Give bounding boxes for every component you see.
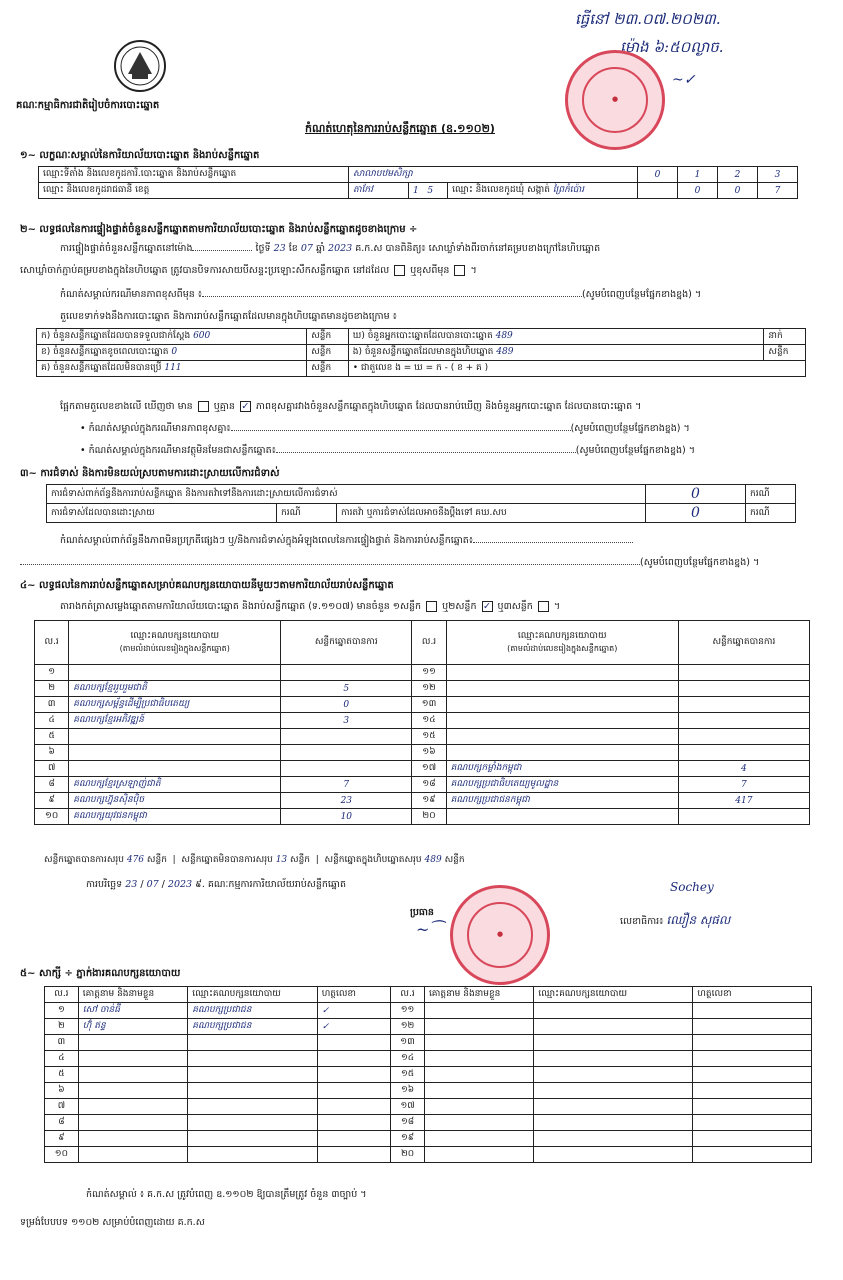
table-row: ៧ ១៧ គណបក្សកម្លាំងកម្ពុជា 4 — [35, 761, 810, 777]
section2-line5: ផ្អែកតាមតួលេខខាងលើ ឃើញថា មាន ឬគ្មាន ✓ ភាពខុសគ្នារវាងចំនួនសន្លឹកឆ្នោតក្នុងហិបឆ្នោត ដែលបានរាប់ឃើញ និងចំនួនអ្នកបោះឆ្នោត ដែលបានបោះឆ្នោត ។ — [60, 401, 642, 412]
objection-row2-label-a: ការជំទាស់ដែលបានដោះស្រាយ — [47, 504, 277, 523]
corner-note-line2: ម៉ោង ៦:៥០ល្ងាច. — [620, 38, 724, 56]
row2-code2-1: 0 — [718, 183, 758, 199]
witness-header-sign-left: ហត្ថលេខា — [317, 987, 390, 1003]
section4-title: ៤~ លទ្ធផលនៃការរាប់សន្លឹកឆ្នោតសម្រាប់គណបក្សនយោបាយនីមួយៗតាមការិយាល័យរាប់សន្លឹកឆ្នោត — [20, 580, 394, 591]
totals-line: សន្លឹកឆ្នោតបានការសរុប 476 សន្លឹក | សន្លឹកឆ្នោតមិនបានការសរុប 13 សន្លឹក | សន្លឹកឆ្នោតក្នុងហិបឆ្នោតសរុប 489 សន្លឹក — [44, 855, 465, 865]
official-stamp-top: ● — [565, 50, 665, 150]
results-header-no-left: ល.រ — [35, 621, 69, 665]
row1-code-0: 0 — [638, 167, 678, 183]
section3-hint-line: (សូមបំពេញបន្ថែមផ្នែកខាងខ្នង) ។ — [20, 556, 830, 570]
results-header-party-left: ឈ្មោះគណបក្សនយោបាយ (តាមលំដាប់លេខរៀងក្នុងសន្លឹកឆ្នោត) — [69, 621, 281, 665]
section2-counts-table — [36, 328, 806, 377]
section1-title: ១~ លក្ខណៈសម្គាល់នៃការិយាល័យបោះឆ្នោត និងរាប់សន្លឹកឆ្នោត — [20, 150, 260, 161]
section1-table — [38, 166, 798, 199]
witness-header-party-left: ឈ្មោះគណបក្សនយោបាយ — [188, 987, 317, 1003]
table-row: ៣ ១៣ — [45, 1035, 812, 1051]
row1-code-1: 1 — [678, 167, 718, 183]
corner-signature: ~✓ — [672, 72, 696, 88]
row2-code2-2: 7 — [758, 183, 798, 199]
objection-row1-unit: ករណី — [746, 485, 796, 504]
objection-row2-unit-b: ករណី — [746, 504, 796, 523]
table-row: ៥ ១៥ — [35, 729, 810, 745]
witness-header-name-right: គោត្តនាម និងនាមខ្លួន — [424, 987, 533, 1003]
table-row: ៥ ១៥ — [45, 1067, 812, 1083]
section5-note: កំណត់សម្គាល់ ៖ គ.ក.ស ត្រូវបំពេញ ឧ.១១០២ ឱ្យបានត្រឹមត្រូវ ចំនួន ៣ច្បាប់ ។ — [86, 1189, 367, 1200]
section3-note: កំណត់សម្គាល់ពាក់ព័ន្ធនឹងភាពមិនប្រក្រតីផ្សេងៗ ឬ/និងការជំទាស់ក្នុងអំឡុងពេលនៃការផ្ទៀងផ្ទាត់ និងការរាប់សន្លឹកឆ្នោត៖ — [60, 534, 830, 548]
count-b-label: ខ) ចំនួនសន្លឹកឆ្នោតខូចពេលបោះឆ្នោត 0 — [37, 345, 307, 361]
chair-signature: ~⁀ — [416, 920, 443, 939]
document-title: កំណត់ហេតុនៃការរាប់សន្លឹកឆ្នោត (ឧ.១១០២) — [305, 122, 495, 135]
count-b-unit: សន្លឹក — [307, 345, 349, 361]
same-checkbox[interactable] — [394, 265, 405, 276]
count-d-unit: នាក់ — [764, 329, 806, 345]
objection-row2-label-b: ការតវ៉ា ឬការជំទាស់ដែលអាចនឹងប្តឹងទៅ គឃ.សប — [337, 504, 646, 523]
table-row: ៧ ១៧ — [45, 1099, 812, 1115]
count-a-unit: សន្លឹក — [307, 329, 349, 345]
section2-line2: សោឃ្លាំចាក់ភ្ជាប់គម្របខាងក្នុងនៃហិបឆ្នោត ត្រូវបានបិទការសាយបីសន្ទះប្រឡោះសឺកសន្លឹកឆ្នោត នៅដដែល ឬខុសពីមុន ។ — [20, 265, 477, 276]
section2-note2: • កំណត់សម្គាល់ក្នុងករណីមានវត្ថុមិនមែនជាសន្លឹកឆ្នោត៖ (សូមបំពេញបន្ថែមផ្នែកខាងខ្នង) ។ — [80, 445, 696, 456]
nec-emblem-icon — [112, 38, 168, 94]
table-row: ១០ គណបក្សយុវជនកម្ពុជា 10 ២០ — [35, 809, 810, 825]
table-row: ៤ គណបក្សខ្មែរអភិវឌ្ឍន៍ 3 ១៤ — [35, 713, 810, 729]
agency-name: គណៈកម្មាធិការជាតិរៀបចំការបោះឆ្នោត — [16, 100, 160, 111]
three-sheet-checkbox[interactable] — [538, 601, 549, 612]
objection-row2-unit-a: ករណី — [277, 504, 337, 523]
count-e-label: ង) ចំនួនសន្លឹកឆ្នោតដែលមានក្នុងហិបឆ្នោត 489 — [348, 345, 764, 361]
table-row: ៩ ១៩ — [45, 1131, 812, 1147]
table-row: ១ សៅ ចាន់ធី គណបក្សប្រជាជន ✓ ១១ — [45, 1003, 812, 1019]
secretary-signature: Sochey — [670, 880, 714, 894]
count-c-unit: សន្លឹក — [307, 361, 349, 377]
results-header-no-right: ល.រ — [412, 621, 446, 665]
count-e-unit: សន្លឹក — [764, 345, 806, 361]
row1-code-3: 3 — [758, 167, 798, 183]
section5-title: ៥~ សាក្សី ÷ ភ្នាក់ងារគណបក្សនយោបាយ — [20, 968, 181, 979]
section3-title: ៣~ ការជំទាស់ និងការមិនយល់ស្របតាមការដោះស្រាយលើការជំទាស់ — [20, 468, 280, 479]
count-c-label: គ) ចំនួនសន្លឹកឆ្នោតដែលមិនបានប្រើ 111 — [37, 361, 307, 377]
section2-title: ២~ លទ្ធផលនៃការផ្ទៀងផ្ទាត់ចំនួនសន្លឹកឆ្នោតតាមការិយាល័យបោះឆ្នោត និងរាប់សន្លឹកឆ្នោតដូចខាងក្រោម ÷ — [20, 224, 418, 235]
section4-intro: តារាងកត់ត្រាសម្លេងឆ្នោតតាមការិយាល័យបោះឆ្នោត និងរាប់សន្លឹកឆ្នោត (ទ.១១០៧) មានចំនួន ១សន្លឹក ឬ២សន្លឹក ✓ ឬ៣សន្លឹក ។ — [60, 601, 561, 612]
secretary-line: លេខាធិការ៖ ឈឿន សុផល — [620, 913, 731, 927]
row2-code2-0: 0 — [678, 183, 718, 199]
row1-value: សាលាបឋមសិក្សា — [349, 167, 638, 183]
results-table — [34, 620, 810, 825]
table-row: ១០ ២០ — [45, 1147, 812, 1163]
section3-table — [46, 484, 796, 523]
objection-row1-label: ការជំទាស់ពាក់ព័ន្ធនឹងការរាប់សន្លឹកឆ្នោត និងការតវ៉ាទៅនឹងការដោះស្រាយលើការជំទាស់ — [47, 485, 646, 504]
table-row: ២ ហ៊ុំ ឥន្ទ គណបក្សប្រជាជន ✓ ១២ — [45, 1019, 812, 1035]
row2-value: តាកែវ — [349, 183, 409, 199]
row2-label: ឈ្មោះ និងលេខកូដរាជធានី ខេត្ត — [39, 183, 349, 199]
row2-code2-blank — [638, 183, 678, 199]
table-row: ៦ ១៦ — [45, 1083, 812, 1099]
table-row: ៣ គណបក្សសម្ព័ន្ធដើម្បីប្រជាធិបតេយ្យ 0 ១៣ — [35, 697, 810, 713]
table-row: ២ គណបក្សខ្មែររួបរួមជាតិ 5 ១២ — [35, 681, 810, 697]
objection-row1-value: 0 — [646, 485, 746, 504]
diff-no-checkbox[interactable]: ✓ — [241, 401, 250, 412]
witness-header-name-left: គោត្តនាម និងនាមខ្លួន — [78, 987, 187, 1003]
chair-label: ប្រធាន — [410, 907, 434, 918]
count-a-label: ក) ចំនួនសន្លឹកឆ្នោតដែលបានទទួលជាក់ស្តែង 600 — [37, 329, 307, 345]
corner-note-line1: ធ្វើនៅ ២៣.០៧.២០២៣. — [575, 10, 721, 28]
witness-table — [44, 986, 812, 1163]
row2-code: 1 5 — [409, 183, 448, 199]
section2-line3: កំណត់សម្គាល់ករណីមានភាពខុសពីមុន ៖ (សូមបំពេញបន្ថែមផ្នែកខាងខ្នង) ។ — [60, 289, 702, 300]
results-header-party-right: ឈ្មោះគណបក្សនយោបាយ (តាមលំដាប់លេខរៀងក្នុងសន្លឹកឆ្នោត) — [446, 621, 678, 665]
official-stamp-bottom: ● — [450, 885, 550, 985]
table-row: ៦ ១៦ — [35, 745, 810, 761]
date-line: ការបរិច្ឆេទ 23 / 07 / 2023 ៩. គណៈកម្មការការិយាល័យរាប់សន្លឹកឆ្នោត — [86, 879, 347, 890]
witness-header-party-right: ឈ្មោះគណបក្សនយោបាយ — [534, 987, 693, 1003]
witness-header-no-left: ល.រ — [45, 987, 79, 1003]
count-d-label: ឃ) ចំនួនអ្នកបោះឆ្នោតដែលបានបោះឆ្នោត 489 — [348, 329, 764, 345]
different-checkbox[interactable] — [454, 265, 465, 276]
results-header-votes-right: សន្លឹកឆ្នោតបានការ — [678, 621, 809, 665]
section2-line4: តួលេខទាក់ទងនឹងការបោះឆ្នោត និងការរាប់សន្លឹកឆ្នោតដែលមានក្នុងហិបឆ្នោតមានដូចខាងក្រោម ៖ — [60, 311, 397, 322]
row1-code-2: 2 — [718, 167, 758, 183]
diff-yes-checkbox[interactable] — [198, 401, 209, 412]
form-footer: ទម្រង់បែបបទ ១១០២ សម្រាប់បំពេញដោយ គ.ក.ស — [20, 1217, 205, 1228]
table-row: ៩ គណបក្សហ្វ៊ុនស៊ិនប៉ិច 23 ១៩ គណបក្សប្រជាជនកម្ពុជា 417 — [35, 793, 810, 809]
table-row: ៨ ១៨ — [45, 1115, 812, 1131]
section2-note1: • កំណត់សម្គាល់ក្នុងករណីមានភាពខុសគ្នា៖ (សូមបំពេញបន្ថែមផ្នែកខាងខ្នង) ។ — [80, 423, 690, 434]
witness-header-no-right: ល.រ — [391, 987, 425, 1003]
row2-label2: ឈ្មោះ និងលេខកូដឃុំ សង្កាត់ ព្រៃកំប៉ោរ — [448, 183, 638, 199]
row1-label: ឈ្មោះទីតាំង និងលេខកូដការិ.បោះឆ្នោត និងរាប់សន្លឹកឆ្នោត — [39, 167, 349, 183]
one-sheet-checkbox[interactable] — [426, 601, 437, 612]
results-header-votes-left: សន្លឹកឆ្នោតបានការ — [281, 621, 412, 665]
two-sheet-checkbox[interactable]: ✓ — [483, 601, 491, 612]
formula: • ជាតួលេខ ង = ឃ = ក - ( ខ + គ ) — [348, 361, 805, 377]
table-row: ១ ១១ — [35, 665, 810, 681]
witness-header-sign-right: ហត្ថលេខា — [693, 987, 812, 1003]
table-row: ៨ គណបក្សខ្មែរស្រឡាញ់ជាតិ 7 ១៨ គណបក្សប្រជាធិបតេយ្យមូលដ្ឋាន 7 — [35, 777, 810, 793]
table-row: ៤ ១៤ — [45, 1051, 812, 1067]
section2-line1: ការផ្ទៀងផ្ទាត់ចំនួនសន្លឹកឆ្នោតនៅម៉ោង ថ្ងៃទី 23 ខែ 07 ឆ្នាំ 2023 គ.ក.ស បានពិនិត្យ៖ សោឃ្លាំទាំងពីរចាក់នៅគម្របខាងក្រៅនៃហិបឆ្នោត — [60, 243, 601, 254]
objection-row2-value: 0 — [646, 504, 746, 523]
